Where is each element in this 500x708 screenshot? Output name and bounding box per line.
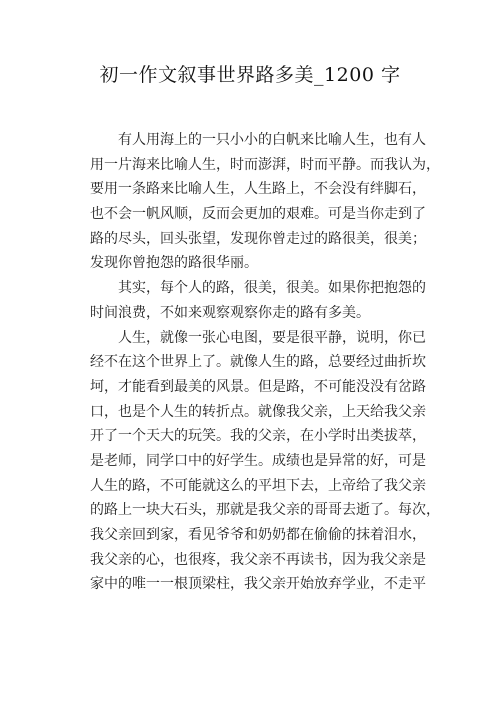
text-line: 家中的唯一一根顶梁柱，我父亲开始放弃学业，不走平 (90, 576, 426, 593)
text-line: 发现你曾抱怨的路很华丽。 (90, 255, 258, 272)
text-line: 经不在这个世界上了。就像人生的路，总要经过曲折坎 (90, 354, 426, 371)
text-line: 其实，每个人的路，很美，很美。如果你把抱怨的 (118, 280, 426, 297)
text-line: 是老师，同学口中的好学生。成绩也是异常的好，可是 (90, 452, 426, 469)
text-line: 路的尽头，回头张望，发现你曾走过的路很美，很美； (90, 230, 426, 247)
text-line: 我父亲回到家，看见爷爷和奶奶都在偷偷的抹着泪水， (90, 527, 426, 543)
text-line: 我父亲的心，也很疼，我父亲不再读书，因为我父亲是 (90, 551, 426, 568)
text-line: 人生，就像一张心电图，要是很平静，说明，你已 (118, 329, 426, 346)
text-line: 坷，才能看到最美的风景。但是路，不可能没没有岔路 (90, 378, 426, 395)
text-line: 口，也是个人生的转折点。就像我父亲，上天给我父亲 (90, 403, 426, 420)
text-line: 有人用海上的一只小小的白帆来比喻人生，也有人 (118, 132, 426, 148)
text-line: 的路上一块大石头，那就是我父亲的哥哥去逝了。每次， (90, 502, 440, 519)
document-body (90, 128, 440, 597)
text-line: 人生的路，不可能就这么的平坦下去，上帝给了我父亲 (90, 477, 426, 494)
document-title: 初一作文叙事世界路多美_1200 字 (99, 64, 401, 86)
text-line: 时间浪费，不如来观察观察你走的路有多美。 (90, 304, 370, 321)
text-line: 要用一条路来比喻人生，人生路上，不会没有绊脚石， (90, 181, 426, 198)
text-line: 开了一个天大的玩笑。我的父亲，在小学时出类拔萃， (90, 428, 426, 445)
text-line: 用一片海来比喻人生，时而澎湃，时而平静。而我认为， (90, 156, 440, 173)
text-line: 也不会一帆风顺，反而会更加的艰难。可是当你走到了 (90, 206, 426, 223)
